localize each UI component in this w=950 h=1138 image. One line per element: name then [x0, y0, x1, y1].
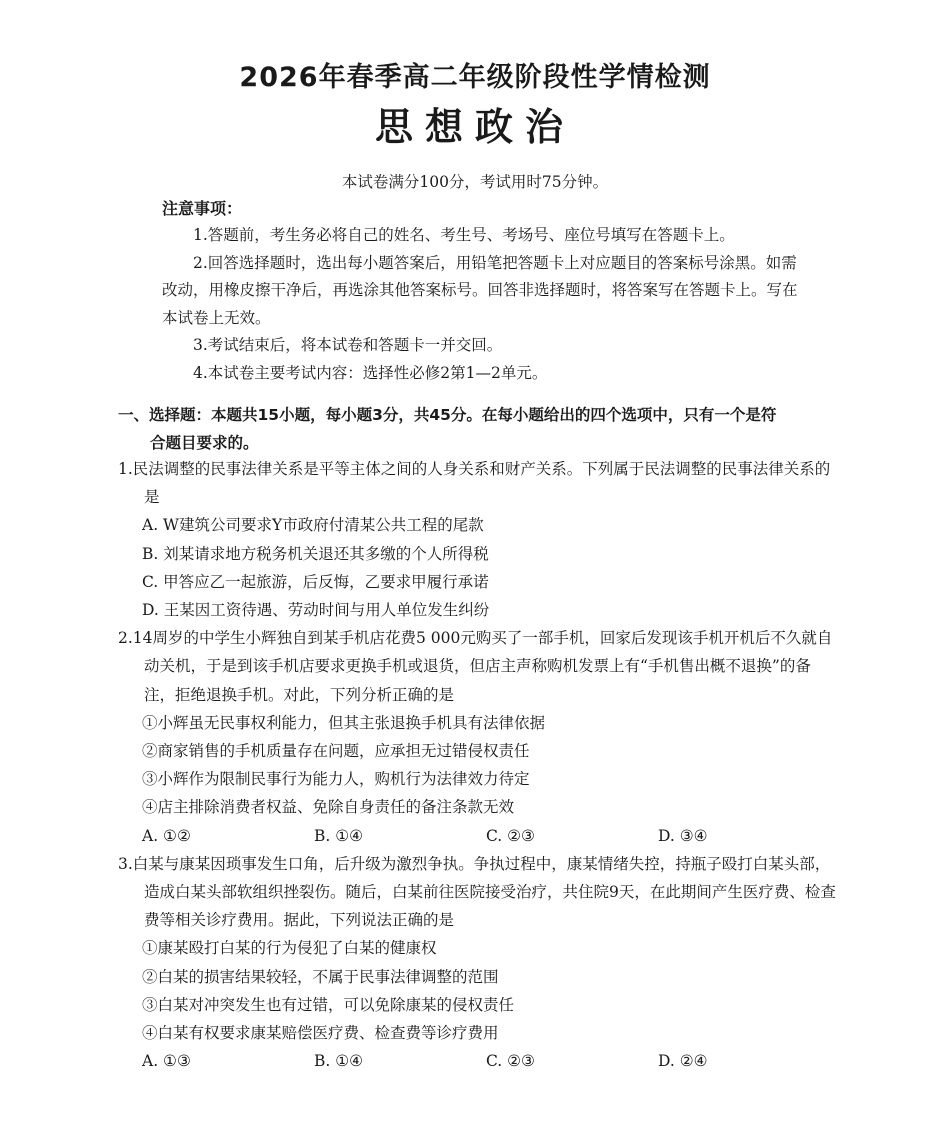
option-d: D. 王某因工资待遇、劳动时间与用人单位发生纠纷: [142, 601, 490, 620]
question-1: [118, 455, 838, 624]
choice-row: [118, 1047, 838, 1075]
choice-d: D. ②④: [658, 1052, 708, 1071]
section-heading-line1: 一、选择题：本题共15小题，每小题3分，共45分。在每小题给出的四个选项中，只有一个是符: [118, 406, 777, 424]
question-stem: 2.14周岁的中学生小辉独自到某手机店花费5 000元购买了一部手机，回家后发现该手机开机后不久就自动关机，于是到该手机店要求更换手机或退货，但店主声称购机发票上有“手机售出概不退换”的备注，拒绝退换手机。对此，下列分析正确的是: [118, 629, 833, 704]
choice-a: A. ①③: [142, 1052, 191, 1071]
notice-item: 2.回答选择题时，选出每小题答案后，用铅笔把答题卡上对应题目的答案标号涂黑。如需改动，用橡皮擦干净后，再选涂其他答案标号。回答非选择题时，将答案写在答题卡上。写在本试卷上无效。: [162, 253, 798, 327]
question-list: [118, 455, 838, 1075]
statement-1: ①小辉虽无民事权利能力，但其主张退换手机具有法律依据: [142, 713, 546, 732]
subject-title: 思想政治: [374, 105, 575, 149]
choice-a: A. ①②: [142, 826, 191, 845]
notice-list: [162, 222, 802, 387]
notice-item: 1.答题前，考生务必将自己的姓名、考生号、考场号、座位号填写在答题卡上。: [193, 226, 735, 244]
section-heading: [118, 401, 838, 457]
choice-b: B. ①④: [314, 1052, 364, 1071]
statement-2: ②白某的损害结果较轻，不属于民事法律调整的范围: [142, 967, 499, 986]
statement-4: ④白某有权要求康某赔偿医疗费、检查费等诊疗费用: [142, 1024, 499, 1043]
notice-heading: 注意事项：: [162, 199, 243, 218]
exam-title: 2026年春季高二年级阶段性学情检测: [239, 62, 711, 93]
option-c: C. 甲答应乙一起旅游，后反悔，乙要求甲履行承诺: [142, 572, 489, 591]
notice-item: 3.考试结束后，将本试卷和答题卡一并交回。: [193, 336, 503, 354]
question-2: [118, 624, 838, 850]
choice-d: D. ③④: [658, 826, 708, 845]
choice-row: [118, 822, 838, 850]
statement-3: ③白某对冲突发生也有过错，可以免除康某的侵权责任: [142, 995, 515, 1014]
statement-2: ②商家销售的手机质量存在问题，应承担无过错侵权责任: [142, 742, 530, 761]
statement-1: ①康某殴打白某的行为侵犯了白某的健康权: [142, 939, 437, 958]
question-stem: 1.民法调整的民事法律关系是平等主体之间的人身关系和财产关系。下列属于民法调整的民事法律关系的是: [118, 460, 831, 507]
statement-3: ③小辉作为限制民事行为能力人，购机行为法律效力待定: [142, 770, 530, 789]
choice-c: C. ②③: [486, 826, 535, 845]
option-a: A. W建筑公司要求Y市政府付清某公共工程的尾款: [142, 516, 484, 535]
notice-item: 4.本试卷主要考试内容：选择性必修2第1—2单元。: [193, 363, 548, 382]
section-heading-line2: 合题目要求的。: [150, 434, 259, 452]
option-b: B. 刘某请求地方税务机关退还其多缴的个人所得税: [142, 544, 489, 563]
question-3: [118, 850, 838, 1076]
choice-b: B. ①④: [314, 826, 364, 845]
choice-c: C. ②③: [486, 1052, 535, 1071]
statement-4: ④店主排除消费者权益、免除自身责任的备注条款无效: [142, 798, 515, 817]
exam-info: 本试卷满分100分，考试用时75分钟。: [341, 173, 609, 191]
question-stem: 3.白某与康某因琐事发生口角，后升级为激烈争执。争执过程中，康某情绪失控，持瓶子殴打白某头部，造成白某头部软组织挫裂伤。随后，白某前往医院接受治疗，共住院9天，在此期间产生医疗费、检查费等相关诊疗费用。据此，下列说法正确的是: [118, 854, 836, 930]
